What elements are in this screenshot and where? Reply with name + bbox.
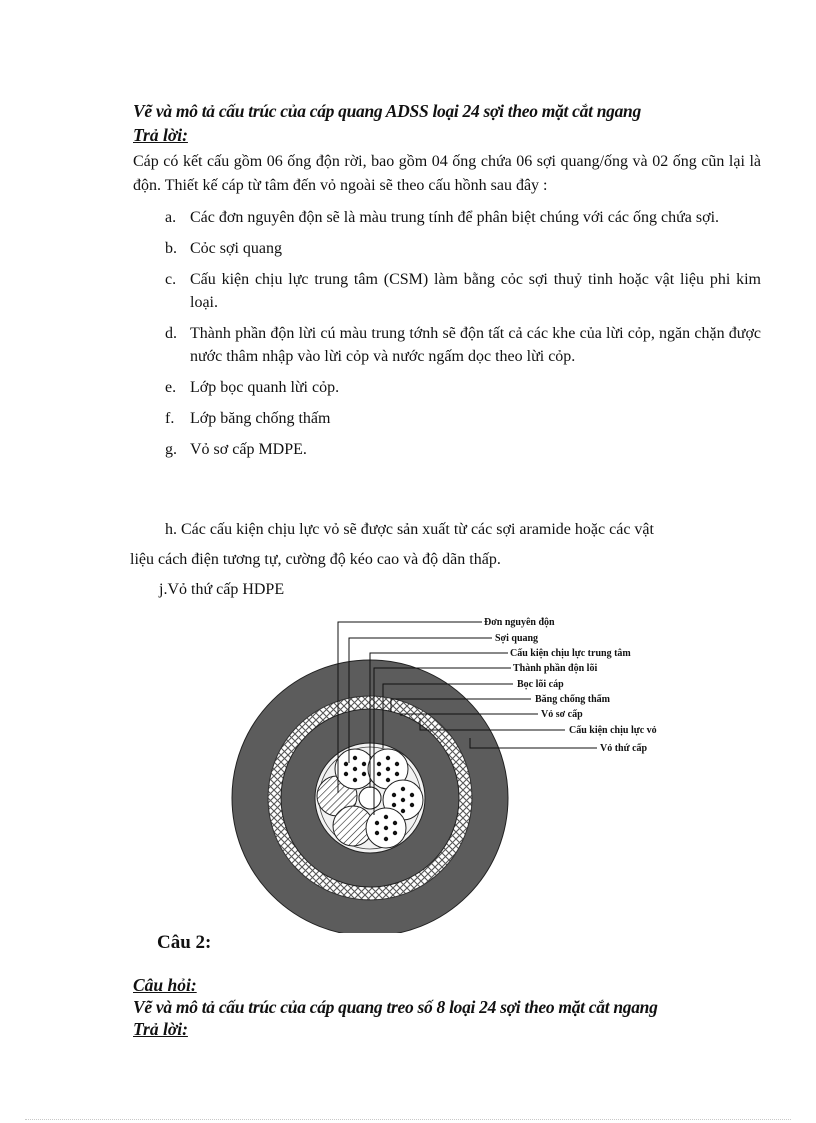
question-2-heading: Câu 2:	[157, 932, 212, 953]
list-marker: a.	[165, 209, 177, 226]
list-item	[133, 237, 761, 260]
item-h-paragraph	[130, 515, 761, 575]
list-marker: b.	[165, 240, 177, 257]
label-core-filler: Thành phần độn lõi	[513, 663, 598, 674]
cable-cross-section-diagram	[225, 608, 725, 933]
label-sheath-strength-member: Cấu kiện chịu lực vỏ	[569, 725, 657, 736]
label-filler-element: Đơn nguyên độn	[484, 617, 555, 628]
list-marker: g.	[165, 441, 177, 458]
list-item	[133, 438, 761, 461]
label-optical-fiber: Sợi quang	[495, 633, 539, 644]
intro-paragraph: Cáp có kết cấu gồm 06 ống độn rời, bao gồm 04 ống chứa 06 sợi quang/ống và 02 ống cũn lại là độn. Thiết kế cáp từ tâm đến vỏ ngoài sẽ theo cấu hồnh sau đây :	[133, 153, 761, 194]
page-bottom-rule	[25, 1119, 791, 1120]
list-item-text: Các đơn nguyên độn sẽ là màu trung tính để phân biệt chúng với các ống chứa sợi.	[190, 209, 720, 226]
list-marker: d.	[165, 325, 177, 342]
list-marker: f.	[165, 410, 175, 427]
list-item-text: Thành phần độn lừi cú màu trung tớnh sẽ độn tất cả các khe của lừi cỏp, ngăn chặn được nước thâm nhập vào lừi cỏp và nước ngấm dọc theo lừi cỏp.	[190, 325, 761, 365]
list-marker: c.	[165, 271, 177, 288]
list-item	[133, 407, 761, 430]
list-item	[133, 376, 761, 399]
answer-label: Trả lời:	[133, 125, 188, 145]
structure-list	[133, 206, 761, 469]
fiber-tube-4	[366, 808, 406, 848]
list-item-text: Lớp bọc quanh lừi cỏp.	[190, 379, 340, 396]
label-outer-sheath: Vỏ thứ cấp	[600, 743, 648, 754]
question-2-title: Vẽ và mô tả cấu trúc của cáp quang treo số 8 loại 24 sợi theo mặt cắt ngang	[133, 997, 658, 1017]
question-1-title: Vẽ và mô tả cấu trúc của cáp quang ADSS loại 24 sợi theo mặt cắt ngang	[133, 101, 641, 121]
list-item	[133, 268, 761, 314]
label-core-wrap: Bọc lõi cáp	[517, 679, 564, 690]
item-h-continuation: liệu cách điện tương tự, cường độ kéo cao và độ dãn thấp.	[130, 551, 501, 568]
list-item-text: Cỏc sợi quang	[190, 240, 283, 257]
label-inner-sheath: Vỏ sơ cấp	[541, 709, 583, 720]
item-j: j.Vỏ thứ cấp HDPE	[159, 581, 285, 598]
list-item-text: Vỏ sơ cấp MDPE.	[190, 441, 307, 458]
list-marker: e.	[165, 379, 177, 396]
answer-label: Trả lời:	[133, 1019, 188, 1039]
item-h-first-line: h. Các cấu kiện chịu lực vỏ sẽ được sản xuất từ các sợi aramide hoặc các vật	[165, 521, 654, 538]
list-item	[133, 206, 761, 229]
list-item-text: Cấu kiện chịu lực trung tâm (CSM) làm bằng cỏc sợi thuỷ tinh hoặc vật liệu phi kim loại.	[190, 271, 761, 311]
question-label: Câu hỏi:	[133, 975, 197, 995]
label-water-blocking-tape: Băng chống thấm	[535, 694, 611, 705]
list-item	[133, 322, 761, 368]
label-central-strength-member: Cấu kiện chịu lực trung tâm	[510, 648, 631, 659]
list-item-text: Lớp băng chống thấm	[190, 410, 331, 427]
